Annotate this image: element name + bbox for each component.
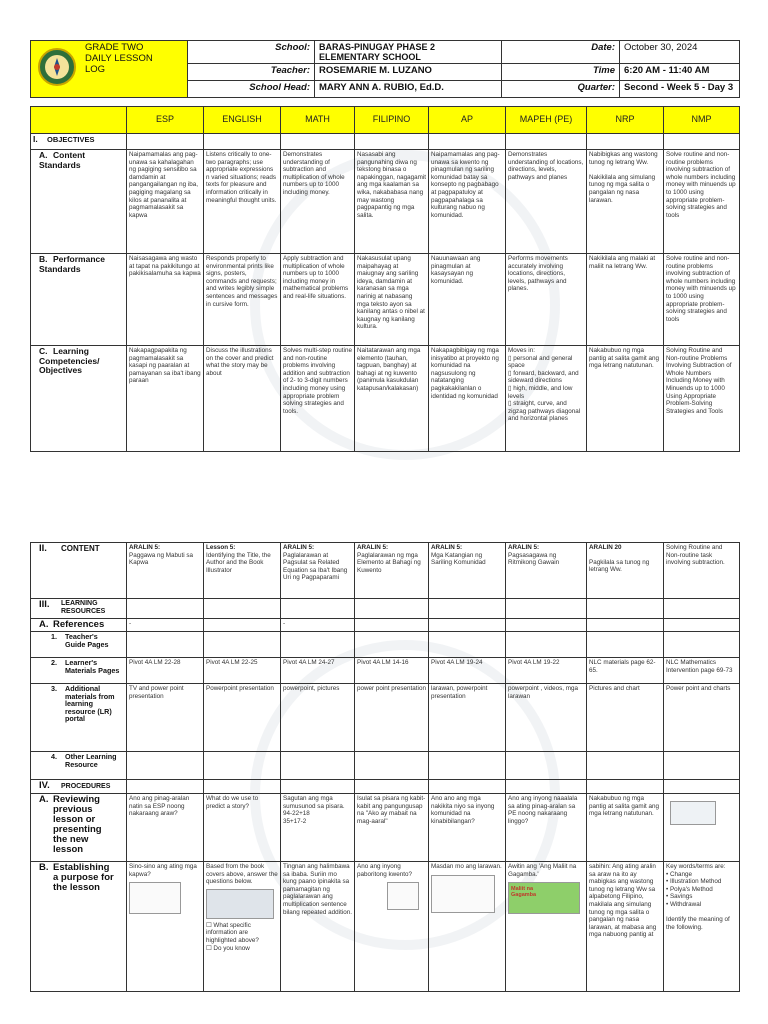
resource-cell-english: Pivot 4A LM 22-25 xyxy=(204,658,281,684)
objectives-table xyxy=(30,106,740,452)
resource-cell-mapeh: powerpoint , videos, mga larawan xyxy=(506,684,587,752)
objective-cell-mapeh: Demonstrates understanding of locations, directions, levels, pathways and planes xyxy=(506,150,587,254)
procedures-heading xyxy=(31,780,127,794)
objective-cell-nmp: Solve routine and non-routine problems involving subtraction of whole numbers including money with minuends up to 1000 using appropriate problem-solving strategies and tools xyxy=(664,254,740,346)
content-title: ARALIN 5: xyxy=(431,544,463,551)
references-cell-math: - xyxy=(281,619,355,632)
objective-cell-nmp: Solve routine and non-routine problems involving subtraction of whole numbers including money with minuends up to 1000 using appropriate problem-solving strategies and tools xyxy=(664,150,740,254)
resources-empty-cell xyxy=(587,599,664,619)
content-cell-filipino xyxy=(355,543,429,599)
resource-cell-esp xyxy=(127,752,204,780)
references-cell-nmp xyxy=(664,619,740,632)
resource-item-label xyxy=(31,752,127,780)
objective-cell-nrp: Nakabubuo ng mga pantig at salita gamit ang mga letrang natutunan. xyxy=(587,346,664,452)
content-cell-nrp xyxy=(587,543,664,599)
procedure-text: Isulat sa pisara ng kabit-kabit ang pangungusap na "Ako ay mabait na mag-aaral" xyxy=(357,795,426,825)
content-body: Paggawa ng Mabuti sa Kapwa xyxy=(129,551,194,567)
content-title: ARALIN 5: xyxy=(129,544,161,551)
resource-item-num: 2. xyxy=(51,658,57,667)
references-cell-filipino xyxy=(355,619,429,632)
objective-cell-filipino: Nakasusulat upang maipahayag at maiugnay ang sariling ideya, damdamin at karanasan sa mga narinig at nabasang mga teksto ayon sa kanilang antas o nibel at kaugnay ng kanilang kultura. xyxy=(355,254,429,346)
references-cell-english xyxy=(204,619,281,632)
content-cell-mapeh xyxy=(506,543,587,599)
content-cell-ap xyxy=(429,543,506,599)
procedure-text: Masdan mo ang larawan. xyxy=(431,863,502,870)
content-num: II. xyxy=(39,543,47,554)
resources-heading xyxy=(31,599,127,619)
objectives-heading: I. OBJECTIVES xyxy=(31,134,127,150)
content-body: Pagsasagawa ng Ritmikong Gawain xyxy=(508,551,560,567)
date-label: Date: xyxy=(502,41,620,64)
references-cell-ap xyxy=(429,619,506,632)
teacher-label: Teacher: xyxy=(188,64,315,81)
row-letter: B. xyxy=(39,254,48,264)
quarter-value: Second - Week 5 - Day 3 xyxy=(620,81,740,98)
resource-cell-filipino xyxy=(355,752,429,780)
procedure-label: Establishing a purpose for the lesson xyxy=(53,862,114,893)
objective-row-label xyxy=(31,150,127,254)
resource-cell-nrp xyxy=(587,752,664,780)
quarter-label: Quarter: xyxy=(502,81,620,98)
objective-cell-nrp: Nabibigkas ang wastong tunog ng letrang Ww. Nakikilala ang simulang tunog ng mga salita o pangalan ng nasa larawan. xyxy=(587,150,664,254)
resource-item-num: 1. xyxy=(51,632,57,641)
procedure-cell-nrp xyxy=(587,862,664,992)
resource-cell-english xyxy=(204,632,281,658)
time-label: Time xyxy=(502,64,620,81)
content-body: Identifying the Title, the Author and the Book Illustrator xyxy=(206,551,271,574)
content-label: CONTENT xyxy=(61,544,100,553)
community-picture xyxy=(431,875,495,913)
resource-cell-english: Powerpoint presentation xyxy=(204,684,281,752)
procedures-num: IV. xyxy=(39,780,50,791)
lesson-table xyxy=(30,542,740,992)
resource-item-label xyxy=(31,632,127,658)
procedure-text: Based from the book covers above, answer the questions below. xyxy=(206,863,278,886)
procedure-text: Ano ano ang mga nakikita niyo sa inyong komunidad na kinabibilangan? xyxy=(431,795,495,825)
resources-empty-cell xyxy=(204,599,281,619)
procedure-text: Ano ang inyong naaalala sa ating pinag-aralan sa PE noong nakaraang linggo? xyxy=(508,795,578,825)
title-cell xyxy=(31,41,188,98)
procedure-cell-ap xyxy=(429,862,506,992)
school-label: School: xyxy=(188,41,315,64)
content-title: ARALIN 5: xyxy=(283,544,315,551)
resource-item-text: Learner's Materials Pages xyxy=(65,658,120,675)
spider-song-picture xyxy=(508,882,580,914)
content-title: ARALIN 5: xyxy=(508,544,540,551)
row-label: Content Standards xyxy=(39,150,86,170)
resources-empty-cell xyxy=(506,599,587,619)
objective-cell-filipino: Naitatarawan ang mga elemento (tauhan, tagpuan, banghay) at bahagi at ng kuwento (panimula kasukdulan katapusan/kalakasan) xyxy=(355,346,429,452)
resources-empty-cell xyxy=(281,599,355,619)
procedure-cell-math xyxy=(281,862,355,992)
subject-nmp: NMP xyxy=(664,107,740,134)
story-picture xyxy=(387,882,419,910)
subject-nrp: NRP xyxy=(587,107,664,134)
references-cell-mapeh xyxy=(506,619,587,632)
row-letter: A. xyxy=(39,150,48,160)
procedures-label: PROCEDURES xyxy=(61,783,111,790)
objective-cell-english: Discuss the illustrations on the cover and predict what the story may be about xyxy=(204,346,281,452)
resource-cell-nrp xyxy=(587,632,664,658)
resource-item-num: 3. xyxy=(51,684,57,693)
content-title: ARALIN 20 xyxy=(589,544,622,551)
content-cell-english xyxy=(204,543,281,599)
content-body: Pagkilala sa tunog ng letrang Ww. xyxy=(589,558,650,574)
spider-song-picture-text: Maliit na Gagamba xyxy=(511,886,537,899)
procedure-cell-nmp xyxy=(664,794,740,862)
procedures-empty-cell xyxy=(281,780,355,794)
resource-cell-nrp: NLC materials page 62-65. xyxy=(587,658,664,684)
resource-item-text: Additional materials from learning resource (LR) portal xyxy=(65,684,115,724)
references-heading xyxy=(31,619,127,632)
subject-math: MATH xyxy=(281,107,355,134)
row-label: Learning Competencies/ Objectives xyxy=(39,346,100,375)
procedure-text: Sagutan ang mga sumusunod sa pisara. 94-22+18 35+17-2 xyxy=(283,795,345,825)
content-heading xyxy=(31,543,127,599)
resource-cell-math: powerpoint, pictures xyxy=(281,684,355,752)
content-cell-esp xyxy=(127,543,204,599)
title-line-3: LOG xyxy=(85,64,106,75)
resources-empty-cell xyxy=(664,599,740,619)
procedure-label: Reviewing previous lesson or presenting the new lesson xyxy=(53,794,102,855)
resources-num: III. xyxy=(39,599,50,610)
resources-empty-cell xyxy=(355,599,429,619)
resource-cell-ap: larawan, powerpoint presentation xyxy=(429,684,506,752)
school-logo-icon xyxy=(37,47,77,87)
procedure-text: Key words/terms are: • Change • Illustration Method • Polya's Method • Savings • Withdrawal Identify the meaning of the following. xyxy=(666,863,730,931)
resource-item-text: Other Learning Resource xyxy=(65,752,117,769)
objective-cell-nrp: Nakikilala ang malaki at maliit na letrang Ww. xyxy=(587,254,664,346)
content-title: Lesson 5: xyxy=(206,544,236,551)
time-value: 6:20 AM - 11:40 AM xyxy=(620,64,740,81)
objective-cell-mapeh: Performs movements accurately involving locations, directions, levels, pathways and planes. xyxy=(506,254,587,346)
procedures-empty-cell xyxy=(506,780,587,794)
subject-english: ENGLISH xyxy=(204,107,281,134)
objective-cell-mapeh: Moves in: ▯ personal and general space ▯ forward, backward, and sideward directions ▯ high, middle, and low levels ▯ straight, curve, and zigzag pathways diagonal and horizontal planes xyxy=(506,346,587,452)
date-value: October 30, 2024 xyxy=(620,41,740,64)
head-label: School Head: xyxy=(188,81,315,98)
objective-cell-math: Solves multi-step routine and non-routine problems involving addition and subtraction of 2- to 3-digit numbers including money using appropriate problem solving strategies and tools. xyxy=(281,346,355,452)
title-line-2: DAILY LESSON xyxy=(85,53,153,64)
objective-cell-ap: Naipamamalas ang pag- unawa sa kwento ng pinagmulan ng sariling komunidad batay sa konsepto ng pagbabago at pagpapatuloy at pagpapahalaga sa kulturang nabuo ng komunidad. xyxy=(429,150,506,254)
resource-cell-filipino: power point presentation xyxy=(355,684,429,752)
resource-cell-ap xyxy=(429,752,506,780)
procedures-empty-cell xyxy=(355,780,429,794)
objective-cell-english: Responds properly to environmental prints like signs, posters, commands and requests; and writes legibly simple sentences and messages in cursive form. xyxy=(204,254,281,346)
resource-cell-nmp xyxy=(664,632,740,658)
procedure-cell-mapeh xyxy=(506,862,587,992)
resource-item-text: Teacher's Guide Pages xyxy=(65,632,109,649)
resources-label: LEARNING RESOURCES xyxy=(61,600,106,615)
references-cell-nrp xyxy=(587,619,664,632)
objective-cell-esp: Naisasagawa ang wasto at tapat na pakikitungo at pakikisalamuha sa kapwa xyxy=(127,254,204,346)
resource-cell-nrp: Pictures and chart xyxy=(587,684,664,752)
references-cell-esp: - xyxy=(127,619,204,632)
resource-cell-nmp xyxy=(664,752,740,780)
procedures-empty-cell xyxy=(664,780,740,794)
procedure-row-label xyxy=(31,862,127,992)
procedure-text: Ano ang pinag-aralan natin sa ESP noong nakaraang araw? xyxy=(129,795,190,818)
procedure-cell-math xyxy=(281,794,355,862)
references-label: References xyxy=(53,619,105,630)
resource-cell-math: Pivot 4A LM 24-27 xyxy=(281,658,355,684)
procedure-text: Tingnan ang halimbawa sa ibaba. Suriin mo kung paano ipinakita sa pamamagitan ng paglalarawan ang multiplication sentence bilang repeated addition. xyxy=(283,863,352,916)
procedure-letter: B. xyxy=(39,862,49,873)
subject-esp: ESP xyxy=(127,107,204,134)
procedure-text: sabihin: Ang ating aralin sa araw na ito ay mabigkas ang wastong tunog ng letrang Ww sa alpabetong Filipino, makilala ang simulang tunog ng mga salita o pangalan ng nasa larawan, at mabasa ang mga nabuong pantig at xyxy=(589,863,657,939)
subject-filipino: FILIPINO xyxy=(355,107,429,134)
procedure-letter: A. xyxy=(39,794,49,805)
resource-cell-filipino xyxy=(355,632,429,658)
resources-empty-cell xyxy=(127,599,204,619)
resource-cell-mapeh xyxy=(506,632,587,658)
content-title: ARALIN 5: xyxy=(357,544,389,551)
resource-cell-math xyxy=(281,752,355,780)
resource-cell-mapeh xyxy=(506,752,587,780)
subject-mapeh: MAPEH (PE) xyxy=(506,107,587,134)
procedure-cell-mapeh xyxy=(506,794,587,862)
resource-cell-filipino: Pivot 4A LM 14-16 xyxy=(355,658,429,684)
objective-row-label xyxy=(31,254,127,346)
resource-cell-english xyxy=(204,752,281,780)
resource-item-label xyxy=(31,684,127,752)
objective-cell-filipino: Nasasabi ang pangunahing diwa ng tekstong binasa o napakinggan, nagagamit ang mga kaalaman sa wika, nakababasa nang may wastong pagpapantig ng mga salita. xyxy=(355,150,429,254)
resources-empty-cell xyxy=(429,599,506,619)
resource-cell-mapeh: Pivot 4A LM 19-22 xyxy=(506,658,587,684)
objective-row-label xyxy=(31,346,127,452)
procedures-empty-cell xyxy=(587,780,664,794)
procedure-row-label xyxy=(31,794,127,862)
procedure-text: Sino-sino ang ating mga kapwa? xyxy=(129,863,197,878)
resource-cell-math xyxy=(281,632,355,658)
objective-cell-ap: Nauunawaan ang pinagmulan at kasaysayan ng komunidad. xyxy=(429,254,506,346)
references-letter: A. xyxy=(39,619,49,630)
header-table xyxy=(30,40,740,98)
procedure-text: Nakabubuo ng mga pantig at salita gamit ang mga letrang natutunan. xyxy=(589,795,660,818)
content-cell-math xyxy=(281,543,355,599)
book-covers-picture xyxy=(206,889,274,919)
content-cell-nmp xyxy=(664,543,740,599)
school-value: BARAS-PINUGAY PHASE 2 ELEMENTARY SCHOOL xyxy=(315,41,502,64)
content-body: Solving Routine and Non-routine task involving subtraction. xyxy=(666,544,725,567)
resource-cell-esp: TV and power point presentation xyxy=(127,684,204,752)
resource-item-label xyxy=(31,658,127,684)
children-picture xyxy=(129,882,181,914)
content-body: Paglalarawan at Pagsulat sa Related Equation sa Iba't Ibang Uri ng Pagpaparami xyxy=(283,551,348,582)
objective-cell-ap: Nakapagbibigay ng mga inisyatibo at proyekto ng komunidad na nagsusulong ng natatanging pagkakakilanlan o identidad ng komunidad xyxy=(429,346,506,452)
objective-cell-esp: Naipamamalas ang pag-unawa sa kahalagahan ng pagiging sensitibo sa damdamin at pangangailangan ng iba, pagiging magalang sa kilos at pananalita at pagmamalasakit sa kapwa xyxy=(127,150,204,254)
subject-ap: AP xyxy=(429,107,506,134)
procedure-cell-nrp xyxy=(587,794,664,862)
procedure-cell-filipino xyxy=(355,862,429,992)
procedure-cell-esp xyxy=(127,794,204,862)
resource-cell-ap: Pivot 4A LM 19-24 xyxy=(429,658,506,684)
objective-cell-math: Demonstrates understanding of subtraction and multiplication of whole numbers up to 1000 including money. xyxy=(281,150,355,254)
row-letter: C. xyxy=(39,346,48,356)
procedures-empty-cell xyxy=(429,780,506,794)
resource-cell-nmp: Power point and charts xyxy=(664,684,740,752)
teacher-value: ROSEMARIE M. LUZANO xyxy=(315,64,502,81)
corner-cell xyxy=(31,107,127,134)
procedures-empty-cell xyxy=(204,780,281,794)
objective-cell-math: Apply subtraction and multiplication of whole numbers up to 1000 including money in mathematical problems and real-life situations. xyxy=(281,254,355,346)
english-extra-text: ☐ What specific information are highlighted above? ☐ Do you know xyxy=(206,921,259,952)
resource-cell-ap xyxy=(429,632,506,658)
procedure-text: Awitin ang 'Ang Maliit na Gagamba.' xyxy=(508,863,577,878)
content-body: Mga Katangian ng Sariling Komunidad xyxy=(431,551,486,567)
objective-cell-english: Listens critically to one-two paragraphs; use appropriate expressions n varied situations; reads texts for pleasure and information critically in meaningful thought units. xyxy=(204,150,281,254)
review-slide-picture xyxy=(670,801,716,825)
procedure-cell-nmp xyxy=(664,862,740,992)
content-body: Paglalarawan ng mga Elemento at Bahagi ng Kuwento xyxy=(357,551,421,574)
objective-cell-esp: Nakapagpapakita ng pagmamalasakit sa kasapi ng paaralan at pamayanan sa iba't ibang paraan xyxy=(127,346,204,452)
resource-cell-esp xyxy=(127,632,204,658)
resource-item-num: 4. xyxy=(51,752,57,761)
procedure-cell-english xyxy=(204,794,281,862)
procedure-cell-esp xyxy=(127,862,204,992)
title-line-1: GRADE TWO xyxy=(85,42,144,53)
procedure-cell-ap xyxy=(429,794,506,862)
procedures-empty-cell xyxy=(127,780,204,794)
row-label: Performance Standards xyxy=(39,254,105,274)
procedure-text: Ano ang inyong paboritong kwento? xyxy=(357,863,412,878)
resource-cell-nmp: NLC Mathematics Intervention page 69-73 xyxy=(664,658,740,684)
head-value: MARY ANN A. RUBIO, Ed.D. xyxy=(315,81,502,98)
resource-cell-esp: Pivot 4A LM 22-28 xyxy=(127,658,204,684)
procedure-cell-filipino xyxy=(355,794,429,862)
objective-cell-nmp: Solving Routine and Non-routine Problems Involving Subtraction of Whole Numbers Including Money with Minuends up to 1000 Using Appropriate Problem-Solving Strategies and Tools xyxy=(664,346,740,452)
procedure-text: What do we use to predict a story? xyxy=(206,795,259,810)
procedure-cell-english xyxy=(204,862,281,992)
